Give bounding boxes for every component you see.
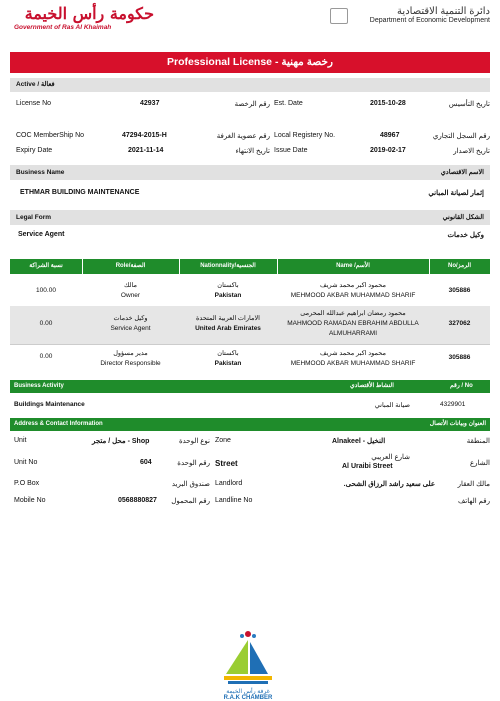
legal-form-band: Legal Form الشكل القانوني [10,210,490,225]
legal-form: Service Agent [18,231,65,238]
business-name-band: Business Name الاسم الاقتصادي [10,165,490,180]
address-header: Address & Contact Information العنوان وبيانات الأتصال [10,418,490,431]
street: Al Uraibi Street [342,463,393,470]
address-row-street: Unit No 604 رقم الوحدة Street شارع العريبي Al Uraibi Street الشارع [14,454,490,470]
sail-logo-icon [218,628,278,686]
expiry-date: 2021-11-14 [128,147,164,154]
address-row-pobox: P.O Box صندوق البريد Landlord على سعيد راشد الرزاق الشحى. مالك العقار [14,480,490,488]
document-header [0,0,500,50]
document-title: Professional License - رخصة مهنية [10,52,490,73]
activity-header: Business Activity النشاط الأقتصادي رقم / No [10,380,490,393]
zone: Alnakeel - النخيل [332,438,386,445]
license-row-2: COC MemberShip No 47294-2015-H رقم عضوية الغرفة Local Registery No. 48967 رقم السجل التجاري [16,132,490,140]
rak-government-logo: حكومة رأس الخيمة Government of Ras Al Khaimah [14,4,154,31]
coc-number: 47294-2015-H [122,132,167,139]
table-row: 100.00 مالك Owner باكستان Pakistan محمود اكبر محمد شريف MEHMOOD AKBAR MUHAMMAD SHARIF 305886 [10,275,490,314]
mobile-number: 0568880827 [118,497,157,504]
issue-date: 2019-02-17 [370,147,406,154]
business-name-row: ETHMAR BUILDING MAINTENANCE إثمار لصيانة المباني [20,189,484,197]
license-number: 42937 [140,100,160,107]
address-row-unit: Unit محل / متجر - Shop نوع الوحدة Zone Alnakeel - النخيل المنطقة [14,437,490,445]
license-row-3: Expiry Date 2021-11-14 تاريخ الانتهاء Issue Date 2019-02-17 تاريخ الاصدار [16,147,490,155]
ded-emblem-icon [330,8,348,24]
ded-logo: دائرة التنمية الاقتصادية Department of Economic Development [369,6,490,24]
license-row-1: License No 42937 رقم الرخصة Est. Date 2015-10-28 تاريخ التأسيس [16,100,490,108]
activity-number: 4329901 [440,401,466,408]
unit-type: محل / متجر - Shop [92,438,150,445]
table-row: 0.00 وكيل خدمات Service Agent الامارات العربية المتحدة United Arab Emirates محمود رمضان ابراهيم عبدالله المحرمى MAHMOOD RAMADAN EBRAHIM ABDULLA ALMUHARRAMI 327062 [10,306,490,345]
local-registry-number: 48967 [380,132,400,139]
business-name: ETHMAR BUILDING MAINTENANCE [20,189,140,196]
address-row-mobile: Mobile No 0568880827 رقم المحمول Landline No رقم الهاتف [14,497,490,505]
landlord-name: على سعيد راشد الرزاق الشحى. [343,481,435,488]
rak-chamber-logo: غرفة رأس الخيمة R.A.K CHAMBER [218,628,278,700]
status-label: Active / فعالة [16,81,55,88]
legal-form-row: Service Agent وكيل خدمات [18,231,484,239]
owners-table-header: نسبة الشراكة Role/الصفة Nationnality/الجنسية Name /الأسم No/الرمز [10,259,490,274]
status-band [10,78,490,92]
table-row: 0.00 مدير مسؤول Director Responsible باكستان Pakistan محمود اكبر محمد شريف MEHMOOD AKBAR MUHAMMAD SHARIF 305886 [10,345,490,384]
unit-number: 604 [140,459,152,466]
activity-name: Buildings Maintenance [14,401,85,408]
activity-row: Buildings Maintenance صيانة المباني 4329901 [14,401,466,409]
establish-date: 2015-10-28 [370,100,406,107]
